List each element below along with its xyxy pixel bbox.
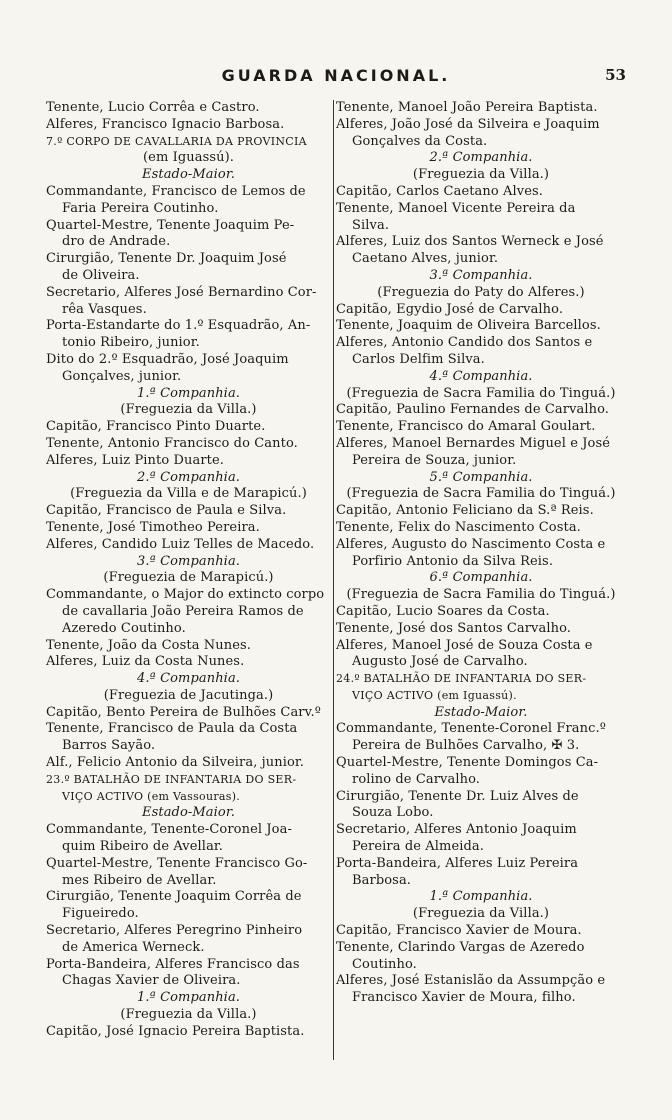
text-line: Gonçalves, junior.: [62, 368, 182, 384]
text-line: de Oliveira.: [62, 267, 140, 283]
text-line: tonio Ribeiro, junior.: [62, 335, 200, 351]
text-line: 4.ª Companhia.: [429, 368, 533, 384]
text-line: Silva.: [352, 217, 390, 233]
text-line: Pereira de Almeida.: [352, 839, 484, 855]
text-line: Commandante, o Major do extincto corpo: [46, 587, 325, 603]
text-line: Tenente, José Timotheo Pereira.: [46, 519, 260, 535]
text-line: Tenente, Manoel Vicente Pereira da: [336, 200, 576, 216]
text-line: (Freguezia de Sacra Familia do Tinguá.): [346, 486, 616, 502]
text-line: Tenente, Francisco do Amaral Goulart.: [336, 419, 596, 435]
text-line: 3.ª Companhia.: [136, 553, 241, 569]
text-line: (Freguezia de Jacutinga.): [103, 687, 274, 703]
text-line: Capitão, José Ignacio Pereira Baptista.: [46, 1023, 305, 1039]
text-line: (Freguezia da Villa.): [412, 906, 550, 922]
text-line: (Freguezia da Villa.): [120, 1007, 257, 1023]
text-line: quim Ribeiro de Avellar.: [62, 839, 224, 855]
text-line: Tenente, José dos Santos Carvalho.: [336, 620, 572, 636]
text-line: mes Ribeiro de Avellar.: [62, 872, 217, 888]
text-line: 3.ª Companhia.: [429, 267, 533, 283]
text-line: Capitão, Egydio José de Carvalho.: [336, 301, 564, 317]
text-line: Capitão, Antonio Feliciano da S.ª Reis.: [336, 503, 594, 519]
text-line: rolino de Carvalho.: [352, 771, 481, 787]
text-line: Azeredo Coutinho.: [62, 620, 186, 636]
text-line: Estado-Maior.: [434, 704, 528, 720]
text-line: 2.ª Companhia.: [136, 469, 241, 485]
text-line: Porta-Estandarte do 1.º Esquadrão, An-: [46, 318, 311, 334]
text-line: Carlos Delfim Silva.: [352, 351, 485, 367]
text-line: Caetano Alves, junior.: [352, 251, 499, 267]
text-line: Cirurgião, Tenente Dr. Joaquim José: [46, 251, 287, 267]
text-line: Cirurgião, Tenente Joaquim Corrêa de: [46, 889, 302, 905]
text-line: Porta-Bandeira, Alferes Francisco das: [46, 956, 300, 972]
page-title: GUARDA NACIONAL.: [221, 66, 451, 85]
text-line: 1.ª Companhia.: [136, 385, 241, 401]
left-column: [46, 100, 331, 1041]
text-line: Alferes, Luiz Pinto Duarte.: [46, 452, 225, 468]
text-line: 5.ª Companhia.: [429, 469, 533, 485]
text-line: VIÇO ACTIVO (em Iguassú).: [352, 688, 517, 702]
text-line: Alferes, Luiz dos Santos Werneck e José: [336, 234, 604, 250]
text-line: Tenente, Manoel João Pereira Baptista.: [336, 100, 598, 115]
text-line: Capitão, Carlos Caetano Alves.: [336, 183, 544, 199]
text-line: Tenente, Joaquim de Oliveira Barcellos.: [336, 318, 601, 334]
text-line: Alferes, José Estanislão da Assumpção e: [336, 973, 606, 989]
text-line: 23.º BATALHÃO DE INFANTARIA DO SER-: [46, 772, 297, 786]
text-line: Alferes, Francisco Ignacio Barbosa.: [46, 116, 285, 132]
text-line: 7.º CORPO DE CAVALLARIA DA PROVINCIA: [46, 134, 307, 148]
text-line: Tenente, João da Costa Nunes.: [46, 637, 251, 653]
text-line: rêa Vasques.: [62, 301, 147, 317]
text-line: 6.ª Companhia.: [429, 570, 533, 586]
text-line: Chagas Xavier de Oliveira.: [62, 973, 241, 989]
text-line: 2.ª Companhia.: [429, 150, 533, 166]
page-header: [46, 66, 626, 94]
text-line: Figueiredo.: [62, 906, 139, 922]
text-line: Alferes, Luiz da Costa Nunes.: [46, 654, 245, 670]
text-line: VIÇO ACTIVO (em Vassouras).: [62, 789, 241, 803]
text-line: 4.ª Companhia.: [136, 671, 241, 687]
text-line: Capitão, Bento Pereira de Bulhões Carv.º: [46, 704, 321, 720]
text-line: Dito do 2.º Esquadrão, José Joaquim: [46, 351, 289, 367]
text-line: Alferes, João José da Silveira e Joaquim: [336, 116, 600, 132]
text-line: (Freguezia de Sacra Familia do Tinguá.): [346, 385, 616, 401]
text-line: 24.º BATALHÃO DE INFANTARIA DO SER-: [336, 672, 587, 686]
text-line: Alferes, Antonio Candido dos Santos e: [336, 335, 593, 351]
text-line: Quartel-Mestre, Tenente Francisco Go-: [46, 855, 308, 871]
text-line: Porta-Bandeira, Alferes Luiz Pereira: [336, 855, 579, 871]
text-line: Secretario, Alferes Antonio Joaquim: [336, 822, 577, 838]
text-line: Quartel-Mestre, Tenente Joaquim Pe-: [46, 217, 295, 233]
text-line: Quartel-Mestre, Tenente Domingos Ca-: [336, 755, 599, 771]
text-line: Tenente, Francisco de Paula da Costa: [46, 721, 298, 737]
text-line: Barbosa.: [352, 872, 412, 888]
right-column: [336, 100, 626, 1007]
text-line: Estado-Maior.: [142, 167, 235, 183]
text-line: Alf., Felicio Antonio da Silveira, junior.: [46, 755, 305, 771]
text-line: Commandante, Francisco de Lemos de: [46, 183, 306, 199]
text-line: Capitão, Francisco Pinto Duarte.: [46, 419, 266, 435]
text-line: 1.ª Companhia.: [429, 889, 533, 905]
text-line: (Freguezia da Villa e de Marapicú.): [70, 486, 307, 502]
text-line: Estado-Maior.: [142, 805, 235, 821]
text-line: Tenente, Lucio Corrêa e Castro.: [46, 100, 260, 115]
text-line: Capitão, Lucio Soares da Costa.: [336, 603, 550, 619]
text-line: Pereira de Souza, junior.: [352, 452, 517, 468]
text-line: (Freguezia do Paty do Alferes.): [377, 284, 585, 300]
text-line: 1.ª Companhia.: [136, 990, 241, 1006]
text-line: Commandante, Tenente-Coronel Franc.º: [336, 721, 606, 737]
page-number: 53: [605, 66, 626, 84]
text-line: de cavallaria João Pereira Ramos de: [62, 603, 304, 619]
text-line: (Freguezia de Marapicú.): [103, 570, 274, 586]
text-line: Alferes, Manoel José de Souza Costa e: [336, 637, 593, 653]
text-line: Secretario, Alferes Peregrino Pinheiro: [46, 923, 303, 939]
column-divider: [333, 100, 334, 1060]
text-line: Tenente, Clarindo Vargas de Azeredo: [336, 939, 585, 955]
text-line: Alferes, Augusto do Nascimento Costa e: [336, 536, 606, 552]
text-line: Francisco Xavier de Moura, filho.: [352, 990, 576, 1006]
text-line: Alferes, Candido Luiz Telles de Macedo.: [46, 536, 315, 552]
text-line: Tenente, Felix do Nascimento Costa.: [336, 519, 581, 535]
text-line: Commandante, Tenente-Coronel Joa-: [46, 822, 292, 838]
text-line: Pereira de Bulhões Carvalho, ✠ 3.: [352, 738, 580, 754]
text-line: Coutinho.: [352, 956, 417, 972]
text-line: Secretario, Alferes José Bernardino Cor-: [46, 284, 317, 300]
text-line: Augusto José de Carvalho.: [352, 654, 528, 670]
text-line: Souza Lobo.: [352, 805, 434, 821]
text-line: Tenente, Antonio Francisco do Canto.: [46, 435, 298, 451]
text-line: dro de Andrade.: [62, 234, 171, 250]
text-line: Capitão, Francisco de Paula e Silva.: [46, 503, 287, 519]
text-line: (Freguezia da Villa.): [120, 402, 257, 418]
text-line: (Freguezia de Sacra Familia do Tinguá.): [346, 587, 616, 603]
text-line: Capitão, Paulino Fernandes de Carvalho.: [336, 402, 610, 418]
text-line: de America Werneck.: [62, 939, 205, 955]
text-line: Barros Sayão.: [62, 738, 156, 754]
text-line: (em Iguassú).: [142, 150, 235, 166]
text-line: Porfirio Antonio da Silva Reis.: [352, 553, 554, 569]
text-line: Cirurgião, Tenente Dr. Luiz Alves de: [336, 788, 579, 804]
text-line: Faria Pereira Coutinho.: [62, 200, 219, 216]
text-line: (Freguezia da Villa.): [412, 167, 550, 183]
text-line: Alferes, Manoel Bernardes Miguel e José: [336, 435, 611, 451]
text-line: Gonçalves da Costa.: [352, 133, 488, 149]
text-line: Capitão, Francisco Xavier de Moura.: [336, 923, 582, 939]
